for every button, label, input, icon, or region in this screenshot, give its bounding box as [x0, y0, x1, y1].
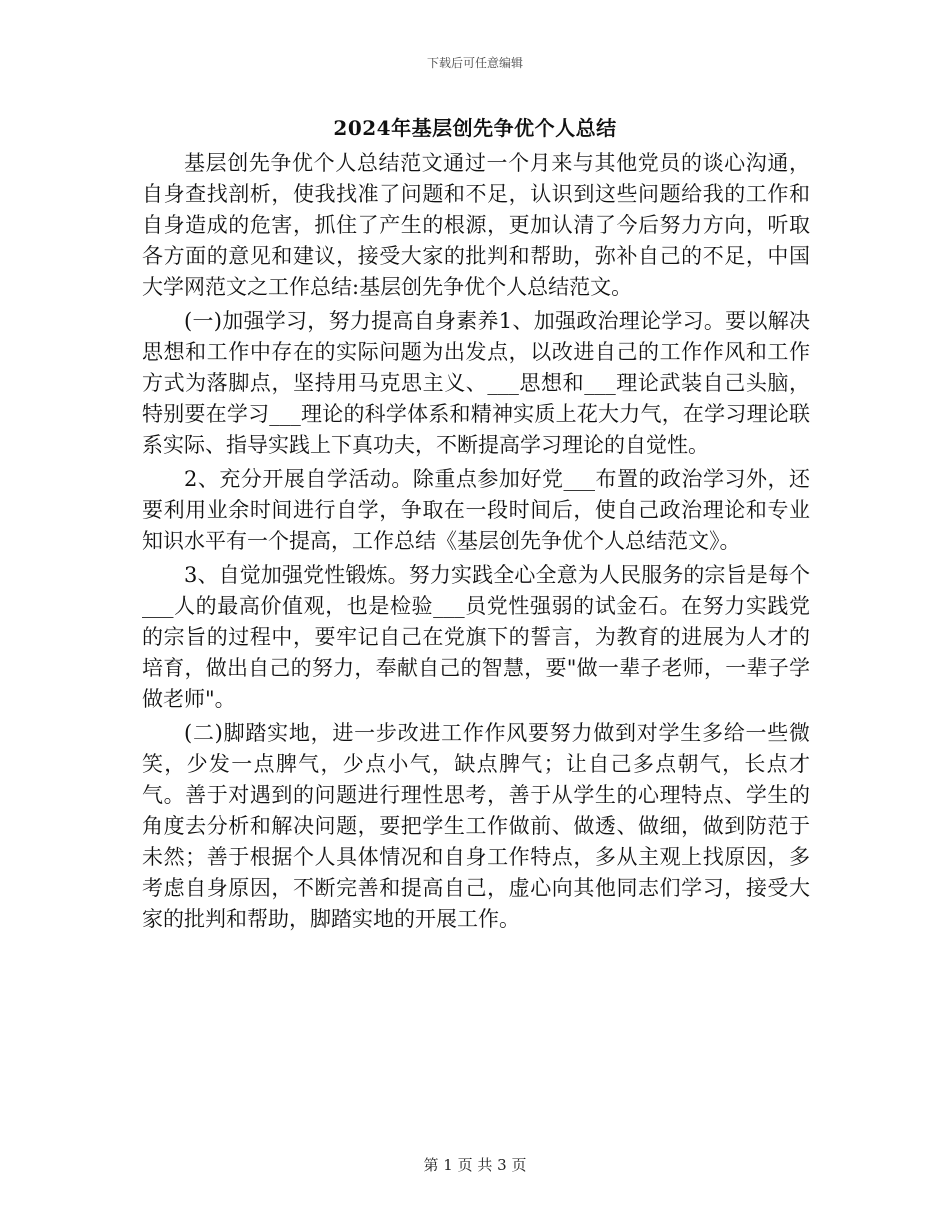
paragraph-self-study: 2、充分开展自学活动。除重点参加好党___布置的政治学习外，还要利用业余时间进行自学，争取在一段时间后，使自己政治理论和专业知识水平有一个提高，工作总结《基层创先争优个人总结范文》。: [142, 467, 810, 553]
page-header-note: 下载后可任意编辑: [426, 56, 523, 70]
document-title: 2024年基层创先争优个人总结: [333, 116, 617, 140]
paragraph-work-style: (二)脚踏实地，进一步改进工作作风要努力做到对学生多给一些微笑，少发一点脾气，少点小气，缺点脾气；让自己多点朝气，长点才气。善于对遇到的问题进行理性思考，善于从学生的心理特点、学生的角度去分析和解决问题，要把学生工作做前、做透、做细，做到防范于未然；善于根据个人具体情况和自身工作特点，多从主观上找原因，多考虑自身原因，不断完善和提高自己，虚心向其他同志们学习，接受大家的批判和帮助，脚踏实地的开展工作。: [142, 721, 810, 931]
paragraph-intro: 基层创先争优个人总结范文通过一个月来与其他党员的谈心沟通，自身查找剖析，使我找准了问题和不足，认识到这些问题给我的工作和自身造成的危害，抓住了产生的根源，更加认清了今后努力方向，听取各方面的意见和建议，接受大家的批判和帮助，弥补自己的不足，中国大学网范文之工作总结:基层创先争优个人总结范文。: [142, 151, 810, 299]
paragraph-party-spirit: 3、自觉加强党性锻炼。努力实践全心全意为人民服务的宗旨是每个___人的最高价值观，也是检验___员党性强弱的试金石。在努力实践党的宗旨的过程中，要牢记自己在党旗下的誓言，为教育的进展为人才的培育，做出自己的努力，奉献自己的智慧，要"做一辈子老师，一辈子学做老师"。: [142, 563, 810, 711]
document-body: [142, 148, 810, 935]
page-number: 第 1 页 共 3 页: [423, 1156, 527, 1174]
paragraph-study: (一)加强学习，努力提高自身素养1、加强政治理论学习。要以解决思想和工作中存在的实际问题为出发点，以改进自己的工作作风和工作方式为落脚点，坚持用马克思主义、___思想和___理论武装自己头脑，特别要在学习___理论的科学体系和精神实质上花大力气，在学习理论联系实际、指导实践上下真功夫，不断提高学习理论的自觉性。: [142, 309, 810, 457]
